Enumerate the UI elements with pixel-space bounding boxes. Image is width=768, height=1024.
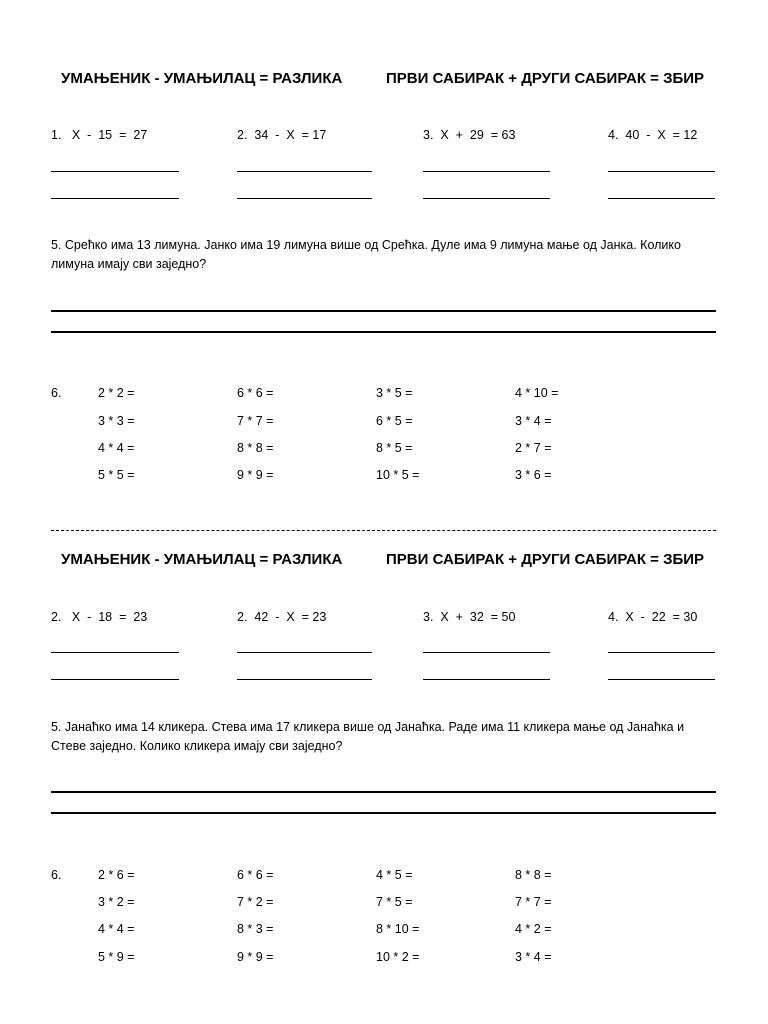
equation-4: 4. X - 22 = 30 [608, 610, 698, 624]
answer-line[interactable] [608, 171, 715, 172]
equation-2: 2. 34 - X = 17 [237, 128, 327, 142]
answer-line[interactable] [423, 679, 550, 680]
heading-subtraction: УМАЊЕНИК - УМАЊИЛАЦ = РАЗЛИКА [61, 551, 343, 568]
answer-line[interactable] [237, 198, 372, 199]
answer-line[interactable] [608, 679, 715, 680]
multiplication-item: 6 * 6 = [237, 868, 274, 882]
multiplication-item: 2 * 7 = [515, 441, 552, 455]
answer-line[interactable] [237, 679, 372, 680]
heading-addition: ПРВИ САБИРАК + ДРУГИ САБИРАК = ЗБИР [386, 551, 705, 568]
answer-line[interactable] [608, 198, 715, 199]
multiplication-item: 3 * 4 = [515, 950, 552, 964]
heading-subtraction: УМАЊЕНИК - УМАЊИЛАЦ = РАЗЛИКА [61, 70, 343, 87]
multiplication-item: 7 * 2 = [237, 895, 274, 909]
heading-addition: ПРВИ САБИРАК + ДРУГИ САБИРАК = ЗБИР [386, 70, 705, 87]
multiplication-item: 8 * 5 = [376, 441, 413, 455]
word-problem: 5. Јанаћко има 14 кликера. Стева има 17 кликера више од Јанаћка. Раде има 11 кликера мање од Јанаћка и Стеве заједно. Колико кликера имају сви заједно? [51, 720, 685, 753]
multiplication-item: 3 * 6 = [515, 468, 552, 482]
multiplication-item: 10 * 5 = [376, 468, 420, 482]
multiplication-item: 8 * 10 = [376, 922, 420, 936]
answer-line[interactable] [608, 652, 715, 653]
multiplication-item: 8 * 8 = [515, 868, 552, 882]
word-problem-answer-line[interactable] [51, 331, 716, 333]
equation-3: 3. X + 32 = 50 [423, 610, 516, 624]
answer-line[interactable] [51, 198, 179, 199]
multiplication-item: 9 * 9 = [237, 468, 274, 482]
word-problem: 5. Срећко има 13 лимуна. Јанко има 19 лимуна више од Срећка. Дуле има 9 лимуна мање од Јанка. Колико лимуна имају сви заједно? [51, 238, 681, 271]
multiplication-item: 9 * 9 = [237, 950, 274, 964]
task-6-label: 6. [51, 868, 62, 882]
answer-line[interactable] [423, 652, 550, 653]
answer-line[interactable] [237, 171, 372, 172]
multiplication-item: 5 * 9 = [98, 950, 135, 964]
multiplication-item: 7 * 5 = [376, 895, 413, 909]
equation-3: 3. X + 29 = 63 [423, 128, 516, 142]
multiplication-item: 3 * 2 = [98, 895, 135, 909]
multiplication-item: 3 * 3 = [98, 414, 135, 428]
multiplication-item: 3 * 5 = [376, 386, 413, 400]
word-problem-answer-line[interactable] [51, 310, 716, 312]
equation-2: 2. 42 - X = 23 [237, 610, 327, 624]
word-problem-answer-line[interactable] [51, 812, 716, 814]
multiplication-item: 8 * 3 = [237, 922, 274, 936]
multiplication-item: 6 * 6 = [237, 386, 274, 400]
answer-line[interactable] [51, 171, 179, 172]
answer-line[interactable] [51, 679, 179, 680]
multiplication-item: 2 * 2 = [98, 386, 135, 400]
multiplication-item: 2 * 6 = [98, 868, 135, 882]
multiplication-item: 4 * 4 = [98, 441, 135, 455]
equation-4: 4. 40 - X = 12 [608, 128, 698, 142]
multiplication-item: 5 * 5 = [98, 468, 135, 482]
task-6-label: 6. [51, 386, 62, 400]
multiplication-item: 10 * 2 = [376, 950, 420, 964]
multiplication-item: 8 * 8 = [237, 441, 274, 455]
answer-line[interactable] [423, 171, 550, 172]
multiplication-item: 7 * 7 = [237, 414, 274, 428]
answer-line[interactable] [237, 652, 372, 653]
multiplication-item: 4 * 5 = [376, 868, 413, 882]
multiplication-item: 7 * 7 = [515, 895, 552, 909]
answer-line[interactable] [423, 198, 550, 199]
multiplication-item: 3 * 4 = [515, 414, 552, 428]
multiplication-item: 4 * 10 = [515, 386, 559, 400]
answer-line[interactable] [51, 652, 179, 653]
equation-1: 1. X - 15 = 27 [51, 128, 148, 142]
multiplication-item: 4 * 2 = [515, 922, 552, 936]
multiplication-item: 4 * 4 = [98, 922, 135, 936]
multiplication-item: 6 * 5 = [376, 414, 413, 428]
word-problem-answer-line[interactable] [51, 791, 716, 793]
equation-1: 2. X - 18 = 23 [51, 610, 148, 624]
cut-line-divider [51, 530, 716, 531]
